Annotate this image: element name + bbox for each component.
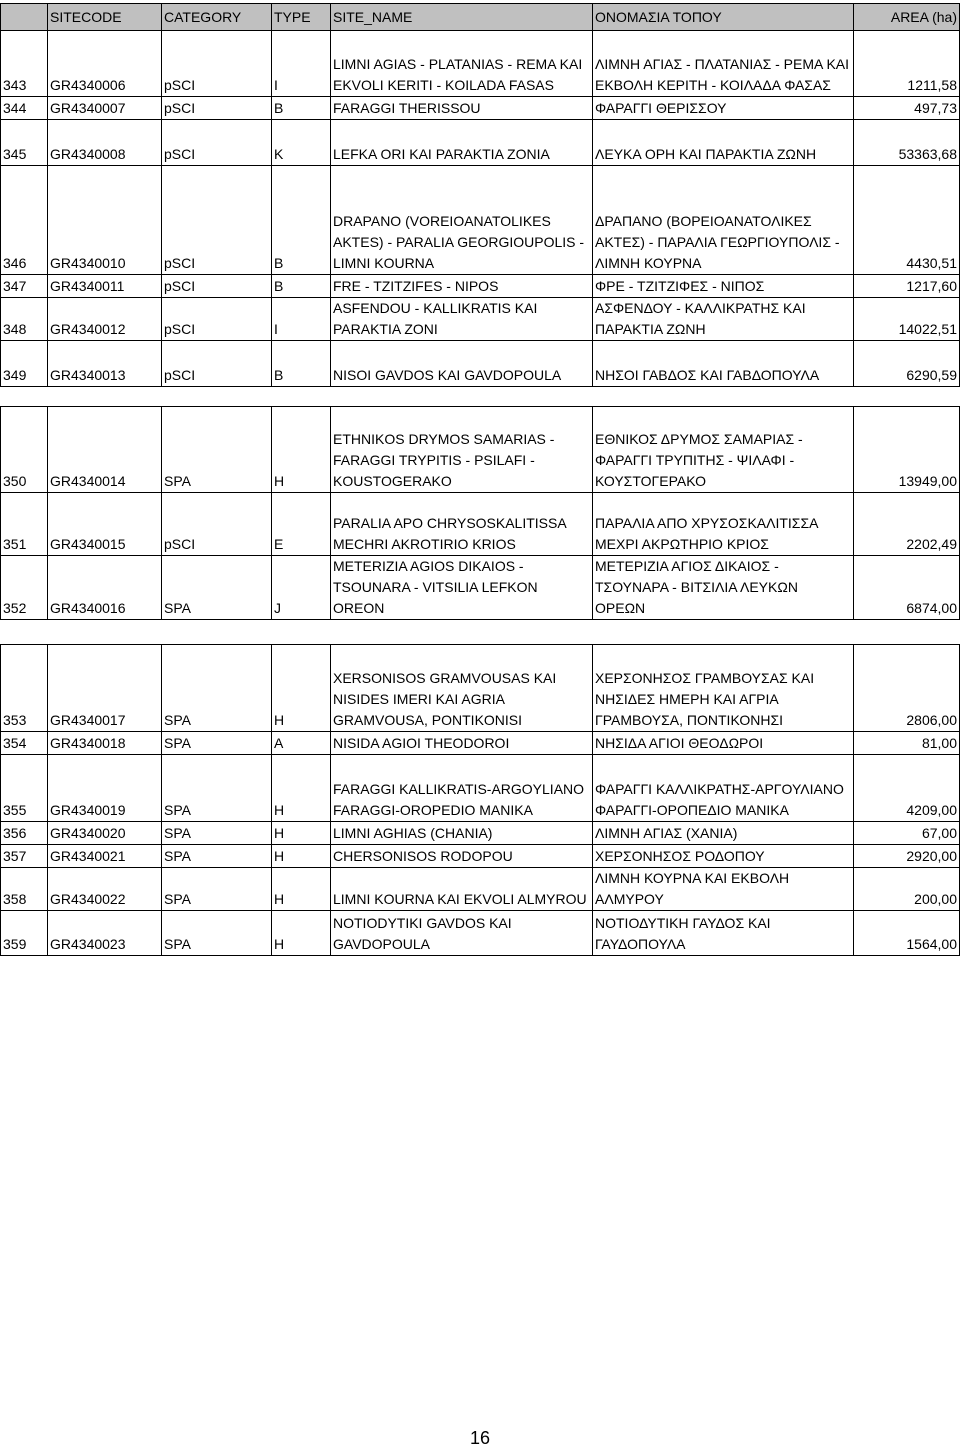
row-site-name: METERIZIA AGIOS DIKAIOS - TSOUNARA - VITSILIA LEFKON OREON: [331, 556, 593, 620]
row-type: B: [272, 275, 331, 298]
row-sitecode: GR4340006: [48, 31, 162, 97]
row-type: A: [272, 732, 331, 755]
row-sitecode: GR4340014: [48, 407, 162, 493]
row-greek-name: ΧΕΡΣΟΝΗΣΟΣ ΡΟΔΟΠΟΥ: [593, 845, 854, 868]
row-type: H: [272, 911, 331, 956]
row-category: pSCI: [162, 493, 272, 556]
row-site-name: LIMNI AGIAS - PLATANIAS - REMA KAI EKVOLI KERITI - KOILADA FASAS: [331, 31, 593, 97]
row-number: 347: [1, 275, 48, 298]
row-type: I: [272, 298, 331, 341]
row-sitecode: GR4340022: [48, 868, 162, 911]
row-number: 357: [1, 845, 48, 868]
row-area: 200,00: [854, 868, 960, 911]
table-row: [1, 298, 960, 341]
row-number: 353: [1, 645, 48, 732]
row-number: 345: [1, 120, 48, 166]
row-type: I: [272, 31, 331, 97]
row-site-name: DRAPANO (VOREIOANATOLIKES AKTES) - PARALIA GEORGIOUPOLIS - LIMNI KOURNA: [331, 166, 593, 275]
table-row: [1, 275, 960, 298]
header-site-name: SITE_NAME: [331, 4, 593, 31]
row-site-name: LIMNI KOURNA KAI EKVOLI ALMYROU: [331, 868, 593, 911]
sites-table: [0, 3, 960, 956]
row-sitecode: GR4340017: [48, 645, 162, 732]
row-category: SPA: [162, 556, 272, 620]
row-type: B: [272, 341, 331, 387]
page-number: 16: [469, 1428, 491, 1448]
row-greek-name: ΝΗΣΟΙ ΓΑΒΔΟΣ ΚΑΙ ΓΑΒΔΟΠΟΥΛΑ: [593, 341, 854, 387]
spacer-row: [1, 620, 960, 645]
row-site-name: ETHNIKOS DRYMOS SAMARIAS - FARAGGI TRYPITIS - PSILAFI - KOUSTOGERAKO: [331, 407, 593, 493]
row-greek-name: ΑΣΦΕΝΔΟΥ - ΚΑΛΛΙΚΡΑΤΗΣ ΚΑΙ ΠΑΡΑΚΤΙΑ ΖΩΝΗ: [593, 298, 854, 341]
row-number: 358: [1, 868, 48, 911]
table-row: [1, 645, 960, 732]
row-site-name: CHERSONISOS RODOPOU: [331, 845, 593, 868]
row-area: 14022,51: [854, 298, 960, 341]
row-category: SPA: [162, 732, 272, 755]
row-area: 53363,68: [854, 120, 960, 166]
row-category: pSCI: [162, 341, 272, 387]
row-site-name: NISOI GAVDOS KAI GAVDOPOULA: [331, 341, 593, 387]
row-category: SPA: [162, 755, 272, 822]
row-area: 67,00: [854, 822, 960, 845]
row-site-name: FARAGGI THERISSOU: [331, 97, 593, 120]
header-category: CATEGORY: [162, 4, 272, 31]
row-site-name: LIMNI AGHIAS (CHANIA): [331, 822, 593, 845]
row-category: pSCI: [162, 97, 272, 120]
row-number: 343: [1, 31, 48, 97]
row-number: 351: [1, 493, 48, 556]
row-sitecode: GR4340019: [48, 755, 162, 822]
row-area: 2202,49: [854, 493, 960, 556]
row-sitecode: GR4340018: [48, 732, 162, 755]
row-area: 2920,00: [854, 845, 960, 868]
row-number: 348: [1, 298, 48, 341]
header-row: [1, 4, 960, 31]
row-category: pSCI: [162, 166, 272, 275]
header-area: AREA (ha): [854, 4, 960, 31]
row-area: 1564,00: [854, 911, 960, 956]
row-greek-name: ΝΟΤΙΟΔΥΤΙΚΗ ΓΑΥΔΟΣ ΚΑΙ ΓΑΥΔΟΠΟΥΛΑ: [593, 911, 854, 956]
row-sitecode: GR4340010: [48, 166, 162, 275]
table-row: [1, 755, 960, 822]
row-type: H: [272, 868, 331, 911]
header-greek-name: ΟΝΟΜΑΣΙΑ ΤΟΠΟΥ: [593, 4, 854, 31]
row-type: H: [272, 822, 331, 845]
row-sitecode: GR4340023: [48, 911, 162, 956]
row-type: H: [272, 645, 331, 732]
row-sitecode: GR4340012: [48, 298, 162, 341]
row-greek-name: ΛΙΜΝΗ ΑΓΙΑΣ - ΠΛΑΤΑΝΙΑΣ - ΡΕΜΑ ΚΑΙ ΕΚΒΟΛΗ ΚΕΡΙΤΗ - ΚΟΙΛΑΔΑ ΦΑΣΑΣ: [593, 31, 854, 97]
row-area: 6874,00: [854, 556, 960, 620]
table-row: [1, 732, 960, 755]
table-row: [1, 166, 960, 275]
row-area: 1211,58: [854, 31, 960, 97]
row-type: K: [272, 120, 331, 166]
row-sitecode: GR4340013: [48, 341, 162, 387]
row-category: SPA: [162, 645, 272, 732]
row-number: 352: [1, 556, 48, 620]
row-number: 344: [1, 97, 48, 120]
spacer-cell: [1, 387, 960, 407]
row-site-name: XERSONISOS GRAMVOUSAS KAI NISIDES IMERI KAI AGRIA GRAMVOUSA, PONTIKONISI: [331, 645, 593, 732]
row-category: SPA: [162, 868, 272, 911]
row-site-name: ASFENDOU - KALLIKRATIS KAI PARAKTIA ZONI: [331, 298, 593, 341]
row-category: pSCI: [162, 31, 272, 97]
row-greek-name: ΝΗΣΙΔΑ ΑΓΙΟΙ ΘΕΟΔΩΡΟΙ: [593, 732, 854, 755]
table-row: [1, 493, 960, 556]
row-site-name: NOTIODYTIKI GAVDOS KAI GAVDOPOULA: [331, 911, 593, 956]
row-greek-name: ΠΑΡΑΛΙΑ ΑΠΟ ΧΡΥΣΟΣΚΑΛΙΤΙΣΣΑ ΜΕΧΡΙ ΑΚΡΩΤΗΡΙΟ ΚΡΙΟΣ: [593, 493, 854, 556]
row-category: pSCI: [162, 120, 272, 166]
table-row: [1, 31, 960, 97]
row-greek-name: ΛΙΜΝΗ ΚΟΥΡΝΑ ΚΑΙ ΕΚΒΟΛΗ ΑΛΜΥΡΟΥ: [593, 868, 854, 911]
row-site-name: FRE - TZITZIFES - NIPOS: [331, 275, 593, 298]
row-category: SPA: [162, 911, 272, 956]
row-area: 497,73: [854, 97, 960, 120]
row-site-name: NISIDA AGIOI THEODOROI: [331, 732, 593, 755]
row-area: 1217,60: [854, 275, 960, 298]
row-category: pSCI: [162, 275, 272, 298]
header-sitecode: SITECODE: [48, 4, 162, 31]
table-row: [1, 407, 960, 493]
row-greek-name: ΧΕΡΣΟΝΗΣΟΣ ΓΡΑΜΒΟΥΣΑΣ ΚΑΙ ΝΗΣΙΔΕΣ ΗΜΕΡΗ ΚΑΙ ΑΓΡΙΑ ΓΡΑΜΒΟΥΣΑ, ΠΟΝΤΙΚΟΝΗΣΙ: [593, 645, 854, 732]
row-greek-name: ΦΡΕ - ΤΖΙΤΖΙΦΕΣ - ΝΙΠΟΣ: [593, 275, 854, 298]
row-type: H: [272, 407, 331, 493]
spacer-cell: [1, 620, 960, 645]
row-area: 4430,51: [854, 166, 960, 275]
row-type: E: [272, 493, 331, 556]
row-type: B: [272, 166, 331, 275]
row-type: J: [272, 556, 331, 620]
row-sitecode: GR4340011: [48, 275, 162, 298]
row-sitecode: GR4340021: [48, 845, 162, 868]
table-row: [1, 911, 960, 956]
row-greek-name: ΕΘΝΙΚΟΣ ΔΡΥΜΟΣ ΣΑΜΑΡΙΑΣ - ΦΑΡΑΓΓΙ ΤΡΥΠΙΤΗΣ - ΨΙΛΑΦΙ - ΚΟΥΣΤΟΓΕΡΑΚΟ: [593, 407, 854, 493]
header-type: TYPE: [272, 4, 331, 31]
row-number: 350: [1, 407, 48, 493]
row-number: 359: [1, 911, 48, 956]
row-site-name: FARAGGI KALLIKRATIS-ARGOYLIANO FARAGGI-OROPEDIO MANIKA: [331, 755, 593, 822]
table-row: [1, 97, 960, 120]
row-site-name: LEFKA ORI KAI PARAKTIA ZONIA: [331, 120, 593, 166]
row-area: 2806,00: [854, 645, 960, 732]
row-site-name: PARALIA APO CHRYSOSKALITISSA MECHRI AKROTIRIO KRIOS: [331, 493, 593, 556]
row-greek-name: ΦΑΡΑΓΓΙ ΘΕΡΙΣΣΟΥ: [593, 97, 854, 120]
row-area: 6290,59: [854, 341, 960, 387]
row-type: H: [272, 845, 331, 868]
row-sitecode: GR4340007: [48, 97, 162, 120]
row-type: B: [272, 97, 331, 120]
table-row: [1, 845, 960, 868]
table-row: [1, 868, 960, 911]
row-greek-name: ΔΡΑΠΑΝΟ (ΒΟΡΕΙΟΑΝΑΤΟΛΙΚΕΣ ΑΚΤΕΣ) - ΠΑΡΑΛΙΑ ΓΕΩΡΓΙΟΥΠΟΛΙΣ - ΛΙΜΝΗ ΚΟΥΡΝΑ: [593, 166, 854, 275]
row-greek-name: ΛΕΥΚΑ ΟΡΗ ΚΑΙ ΠΑΡΑΚΤΙΑ ΖΩΝΗ: [593, 120, 854, 166]
table-row: [1, 120, 960, 166]
row-area: 4209,00: [854, 755, 960, 822]
row-number: 349: [1, 341, 48, 387]
header-blank: [1, 4, 48, 31]
table-row: [1, 556, 960, 620]
row-area: 13949,00: [854, 407, 960, 493]
row-number: 354: [1, 732, 48, 755]
spacer-row: [1, 387, 960, 407]
row-number: 356: [1, 822, 48, 845]
row-number: 355: [1, 755, 48, 822]
row-category: SPA: [162, 845, 272, 868]
row-sitecode: GR4340020: [48, 822, 162, 845]
row-type: H: [272, 755, 331, 822]
row-category: SPA: [162, 407, 272, 493]
table-row: [1, 822, 960, 845]
row-sitecode: GR4340016: [48, 556, 162, 620]
row-category: SPA: [162, 822, 272, 845]
row-category: pSCI: [162, 298, 272, 341]
row-sitecode: GR4340008: [48, 120, 162, 166]
row-greek-name: ΜΕΤΕΡΙΖΙΑ ΑΓΙΟΣ ΔΙΚΑΙΟΣ - ΤΣΟΥΝΑΡΑ - ΒΙΤΣΙΛΙΑ ΛΕΥΚΩΝ ΟΡΕΩΝ: [593, 556, 854, 620]
row-sitecode: GR4340015: [48, 493, 162, 556]
row-number: 346: [1, 166, 48, 275]
row-greek-name: ΦΑΡΑΓΓΙ ΚΑΛΛΙΚΡΑΤΗΣ-ΑΡΓΟΥΛΙΑΝΟ ΦΑΡΑΓΓΙ-ΟΡΟΠΕΔΙΟ ΜΑΝΙΚΑ: [593, 755, 854, 822]
row-greek-name: ΛΙΜΝΗ ΑΓΙΑΣ (ΧΑΝΙΑ): [593, 822, 854, 845]
row-area: 81,00: [854, 732, 960, 755]
table-row: [1, 341, 960, 387]
